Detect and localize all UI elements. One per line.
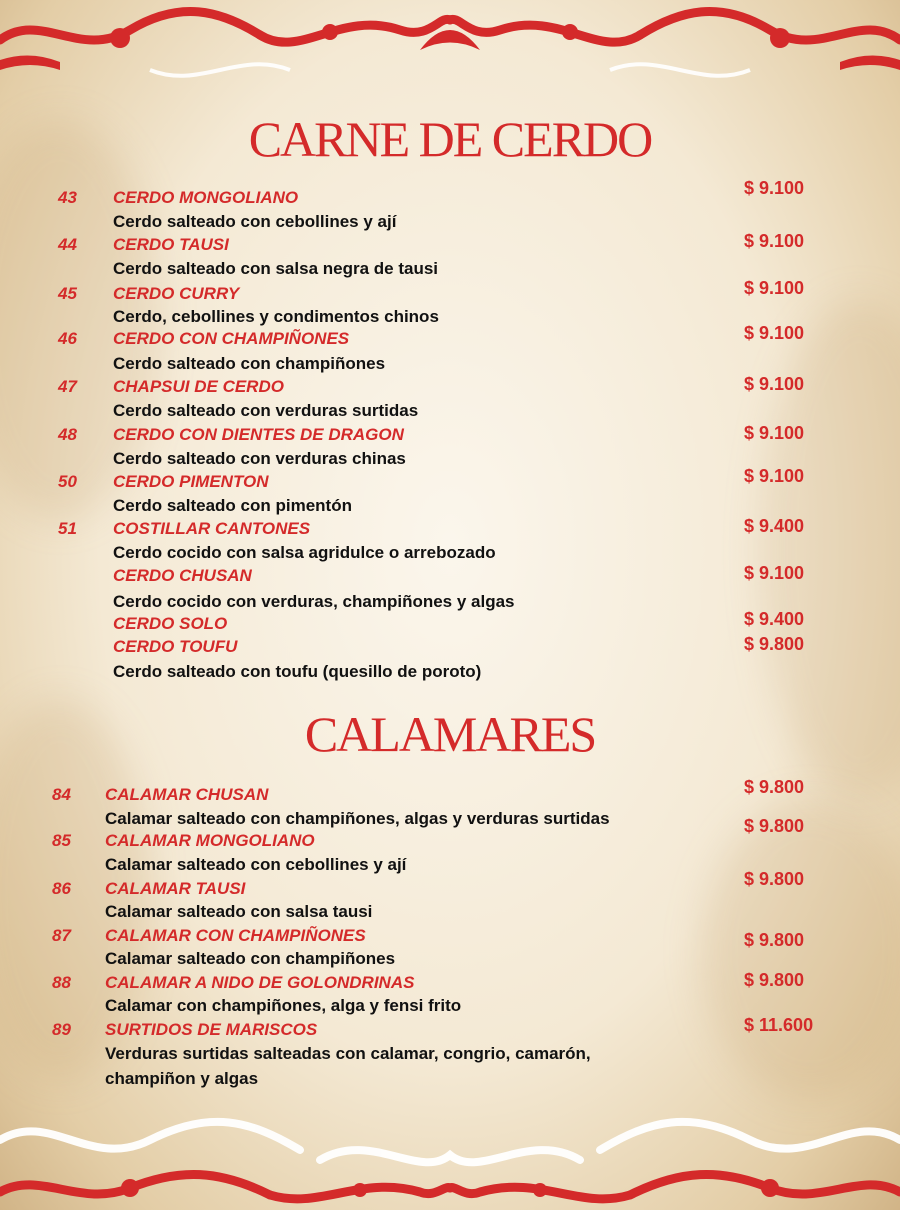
item-price: $ 11.600 <box>744 1015 814 1035</box>
item-name: CALAMAR MONGOLIANO <box>105 831 315 850</box>
item-description: Cerdo salteado con salsa negra de tausi <box>113 259 439 278</box>
top-swirl-ornament <box>0 0 900 90</box>
item-number: 50 <box>58 472 77 491</box>
item-number: 48 <box>58 425 77 444</box>
item-description: Calamar salteado con champiñones, algas y verduras surtidas <box>105 809 610 828</box>
item-number: 43 <box>58 188 77 207</box>
item-name: CERDO TAUSI <box>113 235 229 254</box>
item-price: $ 9.800 <box>744 869 805 889</box>
item-price: $ 9.100 <box>744 374 805 394</box>
item-number: 47 <box>58 377 77 396</box>
item-number: 51 <box>58 519 77 538</box>
item-name: CERDO SOLO <box>113 614 228 633</box>
item-price: $ 9.100 <box>744 178 805 198</box>
item-description: Verduras surtidas salteadas con calamar, congrio, camarón, <box>105 1044 591 1063</box>
item-description: Cerdo salteado con pimentón <box>113 496 352 515</box>
item-description: Calamar con champiñones, alga y fensi frito <box>105 996 462 1015</box>
item-description: Cerdo salteado con verduras chinas <box>113 449 406 468</box>
item-price: $ 9.100 <box>744 466 805 486</box>
item-name: CERDO CHUSAN <box>113 566 252 585</box>
item-name: CERDO TOUFU <box>113 637 238 656</box>
item-number: 85 <box>52 831 71 850</box>
item-price: $ 9.100 <box>744 278 805 298</box>
item-name: CERDO CON CHAMPIÑONES <box>113 329 350 348</box>
item-price: $ 9.800 <box>744 634 805 654</box>
item-description: Calamar salteado con cebollines y ají <box>105 855 407 874</box>
item-number: 88 <box>52 973 71 992</box>
item-description: Cerdo salteado con toufu (quesillo de poroto) <box>113 662 482 681</box>
item-description: Cerdo salteado con verduras surtidas <box>113 401 419 420</box>
item-price: $ 9.100 <box>744 231 805 251</box>
item-description: Calamar salteado con champiñones <box>105 949 396 968</box>
item-description: Calamar salteado con salsa tausi <box>105 902 373 921</box>
item-name: COSTILLAR CANTONES <box>113 519 311 538</box>
item-name: CHAPSUI DE CERDO <box>113 377 284 396</box>
item-number: 87 <box>52 926 71 945</box>
item-price: $ 9.800 <box>744 816 805 836</box>
item-description: Cerdo cocido con verduras, champiñones y algas <box>113 592 515 611</box>
item-name: CALAMAR A NIDO DE GOLONDRINAS <box>105 973 415 992</box>
item-name: SURTIDOS DE MARISCOS <box>105 1020 318 1039</box>
item-description: Cerdo, cebollines y condimentos chinos <box>113 307 439 326</box>
item-name: CALAMAR CHUSAN <box>105 785 269 804</box>
section-title-squid: CALAMARES <box>304 706 596 762</box>
item-number: 84 <box>52 785 71 804</box>
item-name: CERDO CON DIENTES DE DRAGON <box>113 425 404 444</box>
item-description: Cerdo salteado con champiñones <box>113 354 386 373</box>
item-price: $ 9.800 <box>744 970 805 990</box>
item-price: $ 9.100 <box>744 323 805 343</box>
item-name: CALAMAR CON CHAMPIÑONES <box>105 926 366 945</box>
item-description: champiñon y algas <box>105 1069 259 1088</box>
item-number: 45 <box>58 284 77 303</box>
item-number: 46 <box>58 329 77 348</box>
section-title-pork: CARNE DE CERDO <box>248 111 652 167</box>
item-number: 89 <box>52 1020 71 1039</box>
item-name: CALAMAR TAUSI <box>105 879 246 898</box>
item-number: 86 <box>52 879 71 898</box>
item-number: 44 <box>58 235 77 254</box>
item-name: CERDO CURRY <box>113 284 240 303</box>
bottom-swirl-ornament <box>0 1100 900 1210</box>
item-price: $ 9.100 <box>744 423 805 443</box>
item-description: Cerdo salteado con cebollines y ají <box>113 212 397 231</box>
item-price: $ 9.400 <box>744 516 805 536</box>
item-name: CERDO PIMENTON <box>113 472 269 491</box>
item-name: CERDO MONGOLIANO <box>113 188 299 207</box>
item-price: $ 9.400 <box>744 609 805 629</box>
item-price: $ 9.100 <box>744 563 805 583</box>
item-description: Cerdo cocido con salsa agridulce o arrebozado <box>113 543 496 562</box>
item-price: $ 9.800 <box>744 930 805 950</box>
item-price: $ 9.800 <box>744 777 805 797</box>
